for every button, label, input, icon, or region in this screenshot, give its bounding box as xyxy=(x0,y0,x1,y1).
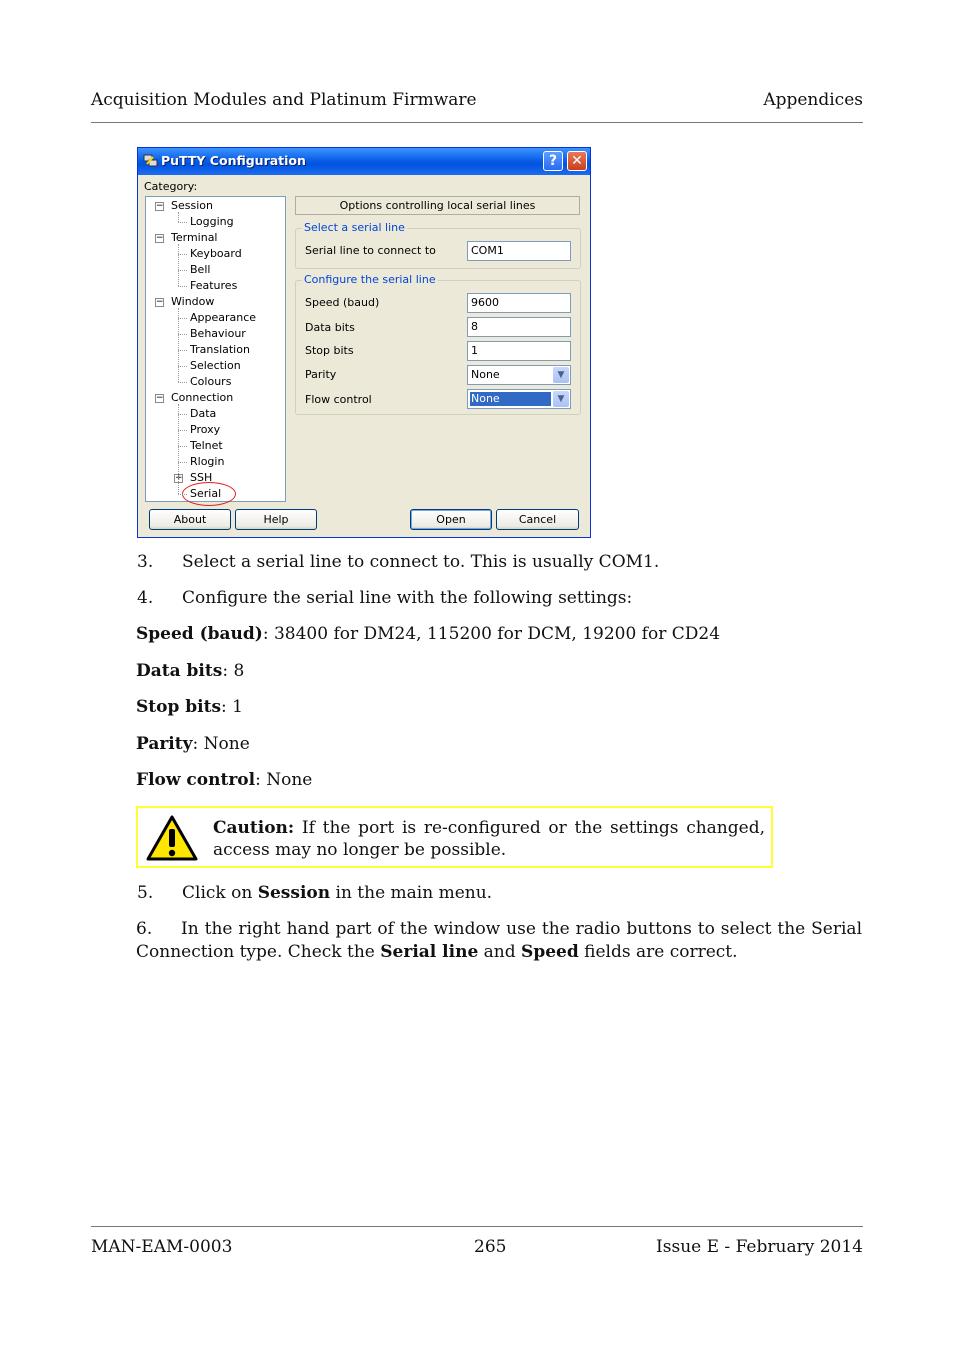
speed-label: Speed (baud) xyxy=(305,296,380,309)
caution-body: If the port is re-configured or the settings changed, access may no longer be possible. xyxy=(213,818,765,860)
tree-item-serial[interactable]: Serial xyxy=(190,487,222,500)
footer-page-number: 265 xyxy=(474,1237,507,1257)
page-header-section: Appendices xyxy=(763,90,863,110)
close-title-button[interactable]: ✕ xyxy=(567,151,587,171)
help-button[interactable]: Help xyxy=(235,509,317,530)
setting-data-bits xyxy=(136,660,244,683)
parity-select[interactable] xyxy=(467,365,571,385)
parity-value: None xyxy=(471,368,500,381)
open-button[interactable]: Open xyxy=(410,509,492,530)
putty-icon xyxy=(143,154,158,168)
tree-item-colours[interactable]: Colours xyxy=(190,375,232,388)
serial-line-label: Serial line to connect to xyxy=(305,244,436,257)
setting-value: : 38400 for DM24, 115200 for DCM, 19200 for CD24 xyxy=(262,624,721,644)
tree-item-ssh[interactable]: SSH xyxy=(190,471,213,484)
step-number: 6. xyxy=(136,919,153,939)
tree-item-logging[interactable]: Logging xyxy=(190,215,234,228)
step-number: 5. xyxy=(137,883,154,903)
text-bold: Session xyxy=(257,883,331,903)
caution-label: Caution: xyxy=(213,818,295,838)
tree-connector xyxy=(178,430,187,431)
stop-bits-label: Stop bits xyxy=(305,344,354,357)
text-run: In the right hand part of the window use the radio buttons to select the Serial Connection type. Check the xyxy=(136,919,862,962)
tree-item-selection[interactable]: Selection xyxy=(190,359,241,372)
configure-serial-line-group xyxy=(295,273,581,415)
putty-configuration-window xyxy=(137,147,591,538)
tree-item-behaviour[interactable]: Behaviour xyxy=(190,327,246,340)
tree-connector xyxy=(178,270,187,271)
serial-line-input[interactable]: COM1 xyxy=(467,241,571,261)
setting-value: : 8 xyxy=(222,661,245,681)
footer-issue: Issue E - February 2014 xyxy=(656,1237,863,1257)
about-button[interactable]: About xyxy=(149,509,231,530)
step-6-paragraph xyxy=(136,918,862,964)
tree-item-translation[interactable]: Translation xyxy=(190,343,250,356)
tree-item-data[interactable]: Data xyxy=(190,407,217,420)
parity-label: Parity xyxy=(305,368,337,381)
caution-text xyxy=(213,817,765,861)
tree-item-features[interactable]: Features xyxy=(190,279,238,292)
tree-connector xyxy=(178,318,187,319)
text-bold: Serial line xyxy=(380,942,479,962)
tree-connector xyxy=(178,222,187,223)
category-label: Category: xyxy=(144,180,198,193)
category-tree[interactable] xyxy=(145,196,286,502)
stop-bits-input[interactable]: 1 xyxy=(467,341,571,361)
tree-connector xyxy=(178,286,187,287)
collapse-icon[interactable]: − xyxy=(156,297,164,307)
tree-item-proxy[interactable]: Proxy xyxy=(190,423,221,436)
text-run: Click on xyxy=(182,883,258,903)
tree-connector xyxy=(178,254,187,255)
flow-control-select[interactable] xyxy=(467,389,571,409)
setting-flow-control xyxy=(136,769,312,792)
panel-heading: Options controlling local serial lines xyxy=(295,196,580,215)
tree-connector xyxy=(178,462,187,463)
flow-control-label: Flow control xyxy=(305,393,372,406)
setting-key: Flow control xyxy=(136,770,256,790)
help-title-button[interactable]: ? xyxy=(543,151,563,171)
tree-item-terminal[interactable]: Terminal xyxy=(171,231,218,244)
step-number: 4. xyxy=(137,588,154,608)
setting-parity xyxy=(136,733,250,756)
header-rule xyxy=(91,122,863,123)
setting-key: Speed (baud) xyxy=(136,624,263,644)
tree-connector xyxy=(178,494,187,495)
tree-connector xyxy=(178,308,179,382)
tree-connector xyxy=(178,334,187,335)
speed-input[interactable]: 9600 xyxy=(467,293,571,313)
chevron-down-icon[interactable]: ▼ xyxy=(553,367,569,383)
expand-icon[interactable]: + xyxy=(175,473,183,483)
tree-item-appearance[interactable]: Appearance xyxy=(190,311,257,324)
window-title: PuTTY Configuration xyxy=(161,153,306,168)
chevron-down-icon[interactable]: ▼ xyxy=(553,391,569,407)
tree-item-rlogin[interactable]: Rlogin xyxy=(190,455,225,468)
tree-connector xyxy=(178,350,187,351)
step-text: Configure the serial line with the following settings: xyxy=(182,588,633,608)
tree-item-window[interactable]: Window xyxy=(171,295,215,308)
tree-connector xyxy=(178,446,187,447)
text-run: in the main menu. xyxy=(330,883,493,903)
warning-icon xyxy=(146,815,198,861)
setting-value: : None xyxy=(255,770,313,790)
collapse-icon[interactable]: − xyxy=(156,201,164,211)
footer-doc-id: MAN-EAM-0003 xyxy=(91,1237,233,1257)
collapse-icon[interactable]: − xyxy=(156,393,164,403)
caution-box xyxy=(136,806,773,868)
tree-item-bell[interactable]: Bell xyxy=(190,263,211,276)
setting-key: Parity xyxy=(136,734,193,754)
footer-rule xyxy=(91,1226,863,1227)
setting-stop-bits xyxy=(136,696,243,719)
tree-connector xyxy=(178,404,179,494)
tree-item-keyboard[interactable]: Keyboard xyxy=(190,247,242,260)
text-bold: Speed xyxy=(521,942,579,962)
tree-connector xyxy=(178,212,179,222)
setting-speed xyxy=(136,623,720,646)
tree-connector xyxy=(178,366,187,367)
data-bits-label: Data bits xyxy=(305,321,355,334)
step-number: 3. xyxy=(137,552,154,572)
group-title-configure: Configure the serial line xyxy=(304,273,436,286)
tree-connector xyxy=(178,414,187,415)
tree-item-session[interactable]: Session xyxy=(171,199,213,212)
collapse-icon[interactable]: − xyxy=(156,233,164,243)
data-bits-input[interactable]: 8 xyxy=(467,317,571,337)
text-run: fields are correct. xyxy=(578,942,738,962)
setting-value: : 1 xyxy=(221,697,243,717)
page-header-title: Acquisition Modules and Platinum Firmware xyxy=(91,90,477,110)
text-run: and xyxy=(478,942,522,962)
tree-item-connection[interactable]: Connection xyxy=(171,391,234,404)
setting-key: Stop bits xyxy=(136,697,222,717)
tree-connector xyxy=(178,244,179,286)
step-text: Select a serial line to connect to. This is usually COM1. xyxy=(182,552,660,572)
group-title-select: Select a serial line xyxy=(304,221,405,234)
tree-connector xyxy=(178,382,187,383)
cancel-button[interactable]: Cancel xyxy=(496,509,579,530)
select-serial-line-group xyxy=(295,221,581,269)
title-bar[interactable] xyxy=(138,148,590,175)
setting-key: Data bits xyxy=(136,661,223,681)
step-text xyxy=(182,882,492,905)
setting-value: : None xyxy=(192,734,250,754)
flow-control-value: None xyxy=(470,392,551,406)
tree-item-telnet[interactable]: Telnet xyxy=(190,439,223,452)
